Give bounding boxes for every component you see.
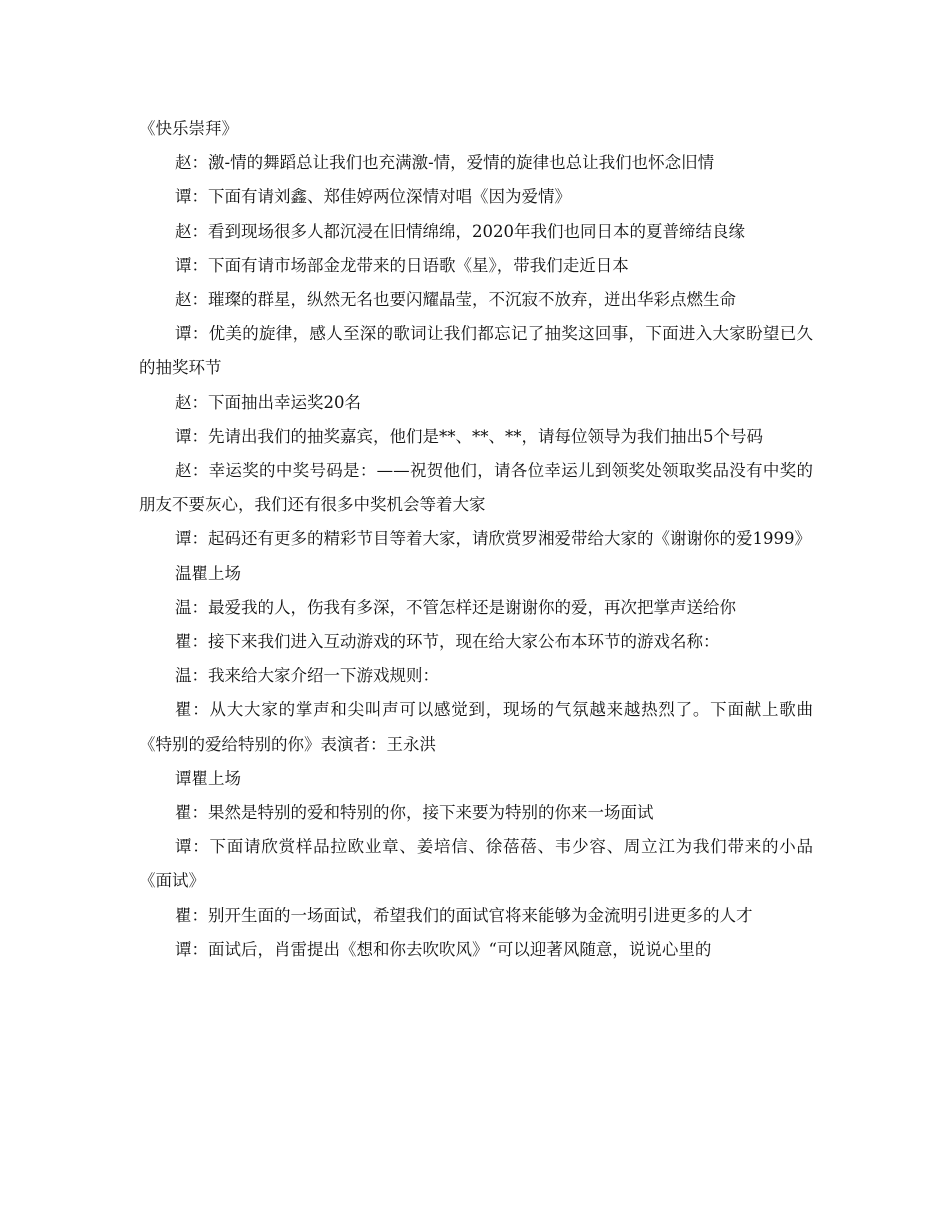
dialogue-paragraph: 温瞿上场 <box>175 563 241 583</box>
dialogue-paragraph: 谭：优美的旋律，感人至深的歌词让我们都忘记了抽奖这回事，下面进入大家盼望已久的抽奖环节 <box>139 324 813 378</box>
program-title: 《快乐崇拜》 <box>139 119 238 138</box>
dialogue-paragraph: 赵：下面抽出幸运奖20名 <box>175 392 361 412</box>
dialogue-paragraph: 谭瞿上场 <box>175 768 241 788</box>
dialogue-paragraph: 瞿：果然是特别的爱和特别的你，接下来要为特别的你来一场面试 <box>175 803 654 823</box>
dialogue-paragraph: 谭：下面有请刘鑫、郑佳婷两位深情对唱《因为爱情》 <box>175 187 571 207</box>
dialogue-paragraph: 赵：幸运奖的中奖号码是：——祝贺他们，请各位幸运儿到领奖处领取奖品没有中奖的朋友不要灰心，我们还有很多中奖机会等着大家 <box>139 461 813 515</box>
dialogue-paragraph: 赵：璀璨的群星，纵然无名也要闪耀晶莹，不沉寂不放弃，迸出华彩点燃生命 <box>175 290 736 310</box>
dialogue-paragraph: 瞿：接下来我们进入互动游戏的环节，现在给大家公布本环节的游戏名称： <box>175 632 720 652</box>
dialogue-paragraph: 谭：下面请欣赏样品拉欧业章、姜培信、徐蓓蓓、韦少容、周立江为我们带来的小品《面试》 <box>139 837 813 891</box>
dialogue-paragraph: 温：最爱我的人，伤我有多深，不管怎样还是谢谢你的爱，再次把掌声送给你 <box>175 597 736 617</box>
dialogue-paragraph: 谭：起码还有更多的精彩节目等着大家，请欣赏罗湘爱带给大家的《谢谢你的爱1999》 <box>175 529 811 549</box>
dialogue-paragraph: 瞿：从大大家的掌声和尖叫声可以感觉到，现场的气氛越来越热烈了。下面献上歌曲《特别的爱给特别的你》表演者：王永洪 <box>139 700 813 754</box>
dialogue-paragraph: 赵：激-情的舞蹈总让我们也充满激-情，爱情的旋律也总让我们也怀念旧情 <box>175 153 715 173</box>
dialogue-paragraph: 温：我来给大家介绍一下游戏规则： <box>175 666 439 686</box>
dialogue-paragraph: 谭：下面有请市场部金龙带来的日语歌《星》，带我们走近日本 <box>175 255 629 275</box>
dialogue-paragraph: 赵：看到现场很多人都沉浸在旧情绵绵，2020年我们也同日本的夏普缔结良缘 <box>175 221 745 241</box>
dialogue-paragraph: 谭：先请出我们的抽奖嘉宾，他们是**、**、**，请每位领导为我们抽出5个号码 <box>175 426 763 446</box>
dialogue-paragraph: 瞿：别开生面的一场面试，希望我们的面试官将来能够为金流明引进更多的人才 <box>175 905 753 925</box>
document-body <box>139 112 813 967</box>
dialogue-paragraph: 谭：面试后，肖雷提出《想和你去吹吹风》“可以迎著风随意，说说心里的 <box>175 939 712 959</box>
